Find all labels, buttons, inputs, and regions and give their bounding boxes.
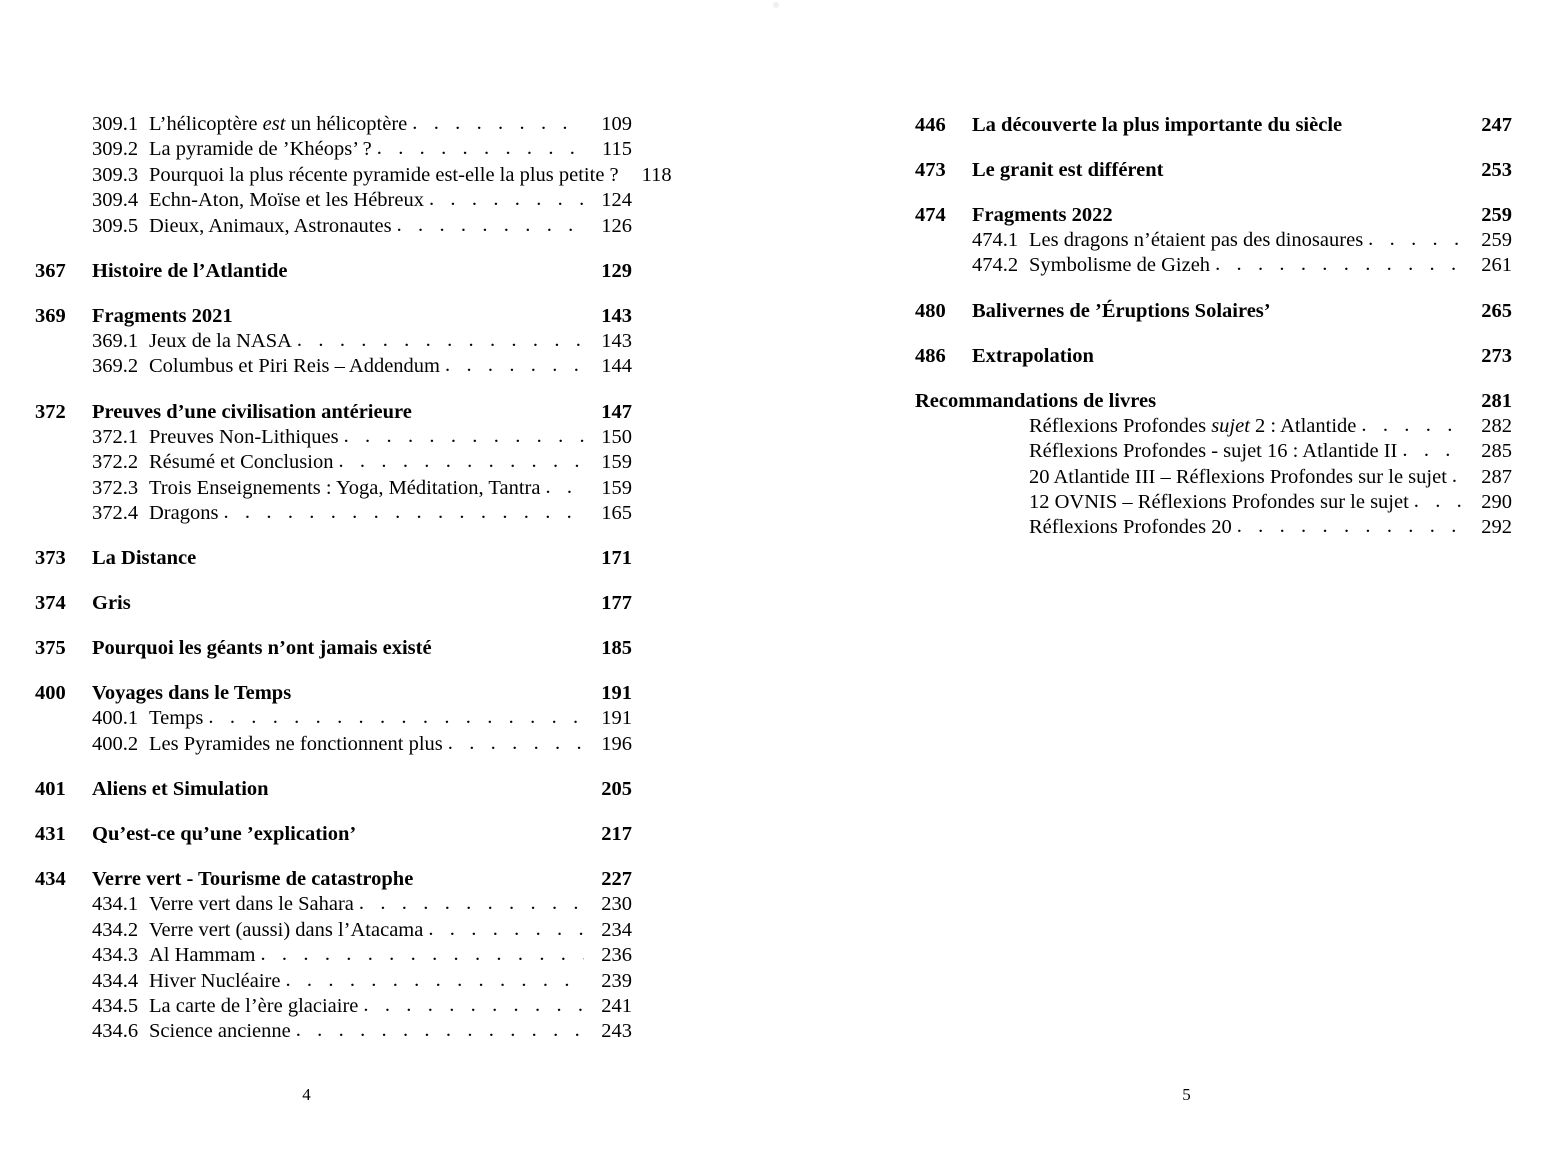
toc-chapter-number: 374 [35, 592, 66, 615]
toc-section-number: 372.4 [92, 502, 139, 525]
toc-section-number: 369.1 [92, 330, 139, 353]
dot-leader [338, 449, 584, 474]
toc-section-number: 434.3 [92, 944, 139, 967]
dot-leader [412, 111, 584, 136]
toc-entry-title: Pourquoi la plus récente pyramide est-elle la plus petite ? [149, 163, 619, 186]
dot-leader [1237, 514, 1464, 539]
toc-section-number: 309.4 [92, 189, 139, 212]
dot-leader [297, 328, 584, 353]
toc-chapter-number: 373 [35, 547, 66, 570]
toc-chapter-row[interactable] [915, 343, 1512, 369]
toc-chapter-row[interactable] [35, 258, 632, 284]
toc-page-number: 287 [1481, 465, 1512, 488]
toc-subentry-row[interactable] [35, 706, 632, 731]
toc-section-number: 309.1 [92, 113, 139, 135]
toc-page-number: 217 [601, 823, 632, 846]
toc-subentry-row[interactable] [915, 414, 1512, 439]
toc-entry-title: Echn-Aton, Moïse et les Hébreux [149, 189, 424, 212]
toc-chapter-number: 486 [915, 344, 946, 367]
dot-leader [428, 917, 584, 942]
toc-section-number: 372.3 [92, 476, 139, 499]
toc-chapter-row[interactable] [35, 680, 632, 706]
dot-leader [285, 968, 584, 993]
toc-chapter-number: 400 [35, 682, 66, 705]
toc-subentry-row[interactable] [915, 515, 1512, 540]
toc-page-number: 159 [601, 476, 632, 499]
toc-page-number: 191 [601, 707, 632, 730]
dot-leader [1414, 489, 1464, 514]
toc-section-number: 474.2 [972, 254, 1019, 277]
toc-chapter-row[interactable] [915, 298, 1512, 324]
dot-leader [448, 731, 584, 756]
toc-page-number: 265 [1481, 299, 1512, 322]
toc-subentry-row[interactable] [35, 163, 672, 188]
toc-entry-title: La découverte la plus importante du siècle [972, 114, 1343, 136]
dot-leader [429, 187, 584, 212]
toc-section-number: 309.5 [92, 214, 139, 237]
toc-entry-title: Recommandations de livres [915, 389, 1157, 412]
toc-entry-title: La carte de l’ère glaciaire [149, 994, 359, 1017]
toc-entry-title: Gris [92, 592, 131, 615]
toc-entry-title: Fragments 2021 [92, 305, 233, 328]
toc-chapter-row[interactable] [35, 635, 632, 661]
toc-page-number: 236 [601, 944, 632, 967]
toc-entry-title: Preuves Non-Lithiques [149, 425, 339, 448]
toc-page-number: 185 [601, 637, 632, 660]
toc-subentry-row[interactable] [35, 969, 632, 994]
toc-chapter-row[interactable] [35, 545, 632, 571]
toc-subentry-row[interactable] [35, 112, 632, 137]
toc-entry-title: Science ancienne [149, 1020, 291, 1043]
toc-page-number: 259 [1481, 229, 1512, 251]
toc-page-number: 243 [601, 1020, 632, 1043]
toc-entry-title: Qu’est-ce qu’une ’explication’ [92, 823, 357, 846]
toc-page-number: 124 [601, 189, 632, 212]
toc-page-number: 171 [601, 547, 632, 570]
toc-entry-title: Columbus et Piri Reis – Addendum [149, 355, 440, 378]
toc-page-number: 281 [1481, 389, 1512, 412]
toc-section-number: 309.2 [92, 138, 139, 161]
toc-chapter-row[interactable] [35, 821, 632, 847]
toc-subentry-row[interactable] [35, 994, 632, 1019]
toc-subentry-row[interactable] [35, 214, 632, 239]
toc-section-number: 434.2 [92, 918, 139, 941]
toc-subentry-row[interactable] [35, 188, 632, 213]
toc-entry-title: Réflexions Profondes sujet 2 : Atlantide [1029, 414, 1357, 437]
toc-entry-title: Réflexions Profondes 20 [1029, 516, 1232, 539]
toc-section-number: 434.1 [92, 893, 139, 916]
toc-subentry-row[interactable] [35, 450, 632, 475]
toc-entry-title: Les Pyramides ne fonctionnent plus [149, 732, 443, 755]
toc-entry-title: Temps [149, 707, 204, 730]
toc-section-number: 372.1 [92, 425, 139, 448]
toc-subentry-row[interactable] [915, 490, 1512, 515]
toc-entry-title: Résumé et Conclusion [149, 451, 334, 474]
toc-entry-title: Jeux de la NASA [149, 330, 292, 353]
dot-leader [377, 136, 584, 161]
toc-subentry-row[interactable] [35, 732, 632, 757]
toc-section-number: 372.2 [92, 451, 139, 474]
toc-page-number: 292 [1481, 516, 1512, 539]
folio-left: 4 [302, 1085, 311, 1104]
toc-page-number: 129 [601, 260, 632, 283]
toc-entry-title: Symbolisme de Gizeh [1029, 254, 1211, 277]
toc-page-number: 227 [601, 868, 632, 891]
toc-subentry-row[interactable] [915, 465, 1512, 490]
toc-section-number: 434.4 [92, 969, 139, 992]
toc-chapter-row[interactable] [35, 866, 632, 892]
dot-leader [545, 475, 584, 500]
toc-chapter-number: 369 [35, 305, 66, 328]
toc-section-number: 369.2 [92, 355, 139, 378]
toc-chapter-row[interactable] [915, 202, 1512, 228]
toc-entry-title: Dieux, Animaux, Astronautes [149, 214, 392, 237]
toc-page-number: 290 [1481, 491, 1512, 514]
dot-leader [1361, 413, 1464, 438]
toc-list-left [35, 112, 672, 1045]
toc-chapter-number: 434 [35, 868, 66, 891]
dot-leader [296, 1018, 584, 1043]
toc-entry-title: Aliens et Simulation [92, 778, 269, 801]
toc-chapter-number: 473 [915, 159, 946, 181]
toc-entry-title: L’hélicoptère est un hélicoptère [149, 113, 408, 135]
toc-entry-title: Réflexions Profondes - sujet 16 : Atlantide II [1029, 440, 1398, 463]
toc-chapter-number: 375 [35, 637, 66, 660]
toc-page-number: 234 [601, 918, 632, 941]
toc-entry-title: Preuves d’une civilisation antérieure [92, 400, 412, 423]
toc-chapter-number: 431 [35, 823, 66, 846]
toc-entry-title: Verre vert dans le Sahara [149, 893, 354, 916]
toc-chapter-number: 401 [35, 778, 66, 801]
toc-page-number: 205 [601, 778, 632, 801]
toc-subentry-row[interactable] [35, 329, 632, 354]
toc-page-number: 159 [601, 451, 632, 474]
toc-page-number: 150 [601, 425, 632, 448]
dot-leader [445, 353, 584, 378]
toc-chapter-number: 446 [915, 114, 946, 136]
scan-artifact [773, 2, 779, 8]
toc-subentry-row[interactable] [915, 439, 1512, 464]
toc-entry-title: Al Hammam [149, 944, 256, 967]
toc-page-number: 118 [641, 163, 672, 186]
toc-section-number: 434.5 [92, 994, 139, 1017]
toc-entry-title: Balivernes de ’Éruptions Solaires’ [972, 299, 1271, 322]
toc-page-number: 191 [601, 682, 632, 705]
toc-entry-title: Le granit est différent [972, 159, 1164, 181]
page-right [783, 0, 1566, 1168]
toc-chapter-row[interactable] [35, 590, 632, 616]
dot-leader [344, 424, 584, 449]
dot-leader [397, 213, 584, 238]
toc-page-number: 144 [601, 355, 632, 378]
toc-section-number: 400.2 [92, 732, 139, 755]
toc-list-right [915, 112, 1512, 541]
toc-chapter-number: 474 [915, 204, 946, 226]
toc-subentry-row[interactable] [35, 354, 632, 379]
dot-leader [1452, 464, 1464, 489]
toc-chapter-row[interactable] [915, 157, 1512, 183]
toc-chapter-number: 372 [35, 400, 66, 423]
toc-page-number: 285 [1481, 440, 1512, 463]
toc-page-number: 282 [1481, 414, 1512, 437]
toc-subentry-row[interactable] [35, 892, 632, 917]
toc-subentry-row[interactable] [35, 425, 632, 450]
toc-page-number: 241 [601, 994, 632, 1017]
toc-subentry-row[interactable] [35, 476, 632, 501]
emphasis-text: sujet [1211, 414, 1250, 437]
toc-entry-title: Les dragons n’étaient pas des dinosaures [1029, 229, 1364, 251]
toc-subentry-row[interactable] [915, 228, 1512, 253]
toc-entry-title: Histoire de l’Atlantide [92, 260, 288, 283]
toc-chapter-number: 367 [35, 260, 66, 283]
toc-page-number: 147 [601, 400, 632, 423]
toc-chapter-row[interactable] [915, 112, 1512, 138]
toc-page-number: 253 [1481, 159, 1512, 181]
toc-page-number: 143 [601, 305, 632, 328]
dot-leader [359, 891, 584, 916]
toc-subentry-row[interactable] [35, 943, 632, 968]
toc-entry-title: La Distance [92, 547, 197, 570]
toc-entry-title: 20 Atlantide III – Réflexions Profondes sur le sujet [1029, 465, 1447, 488]
dot-leader [208, 705, 584, 730]
toc-subentry-row[interactable] [35, 1019, 632, 1044]
dot-leader [260, 942, 584, 967]
toc-entry-title: Trois Enseignements : Yoga, Méditation, Tantra [149, 476, 541, 499]
toc-entry-title: Extrapolation [972, 344, 1094, 367]
toc-page-number: 259 [1481, 204, 1512, 226]
toc-entry-title: 12 OVNIS – Réflexions Profondes sur le sujet [1029, 491, 1409, 514]
toc-chapter-number: 480 [915, 299, 946, 322]
dot-leader [363, 993, 584, 1018]
toc-chapter-row[interactable] [915, 388, 1512, 414]
toc-section-number: 309.3 [92, 163, 139, 186]
toc-chapter-row[interactable] [35, 303, 632, 329]
dot-leader [1368, 227, 1464, 252]
toc-page-number: 273 [1481, 344, 1512, 367]
toc-page-number: 196 [601, 732, 632, 755]
toc-section-number: 434.6 [92, 1020, 139, 1043]
toc-page-number: 261 [1481, 254, 1512, 277]
toc-entry-title: Fragments 2022 [972, 204, 1113, 226]
emphasis-text: est [262, 113, 286, 135]
toc-section-number: 400.1 [92, 707, 139, 730]
toc-subentry-row[interactable] [35, 918, 632, 943]
toc-subentry-row[interactable] [35, 137, 632, 162]
toc-entry-title: La pyramide de ’Khéops’ ? [149, 138, 372, 161]
toc-page-number: 143 [601, 330, 632, 353]
toc-section-number: 474.1 [972, 229, 1019, 251]
page-left [0, 0, 783, 1168]
dot-leader [1215, 252, 1464, 277]
toc-entry-title: Verre vert - Tourisme de catastrophe [92, 868, 414, 891]
toc-page-number: 247 [1481, 114, 1512, 136]
toc-entry-title: Voyages dans le Temps [92, 682, 292, 705]
toc-page-number: 177 [601, 592, 632, 615]
toc-page-number: 165 [601, 502, 632, 525]
toc-page-number: 126 [601, 214, 632, 237]
toc-page-number: 230 [601, 893, 632, 916]
toc-subentry-row[interactable] [915, 253, 1512, 278]
toc-chapter-row[interactable] [35, 776, 632, 802]
toc-entry-title: Verre vert (aussi) dans l’Atacama [149, 918, 424, 941]
toc-entry-title: Hiver Nucléaire [149, 969, 281, 992]
dot-leader [223, 500, 584, 525]
toc-entry-title: Pourquoi les géants n’ont jamais existé [92, 637, 432, 660]
toc-subentry-row[interactable] [35, 501, 632, 526]
toc-page-number: 115 [602, 138, 632, 161]
toc-page-number: 109 [601, 113, 632, 135]
toc-chapter-row[interactable] [35, 399, 632, 425]
folio-right: 5 [1182, 1085, 1191, 1104]
toc-entry-title: Dragons [149, 502, 219, 525]
toc-page-number: 239 [601, 969, 632, 992]
dot-leader [1402, 438, 1464, 463]
